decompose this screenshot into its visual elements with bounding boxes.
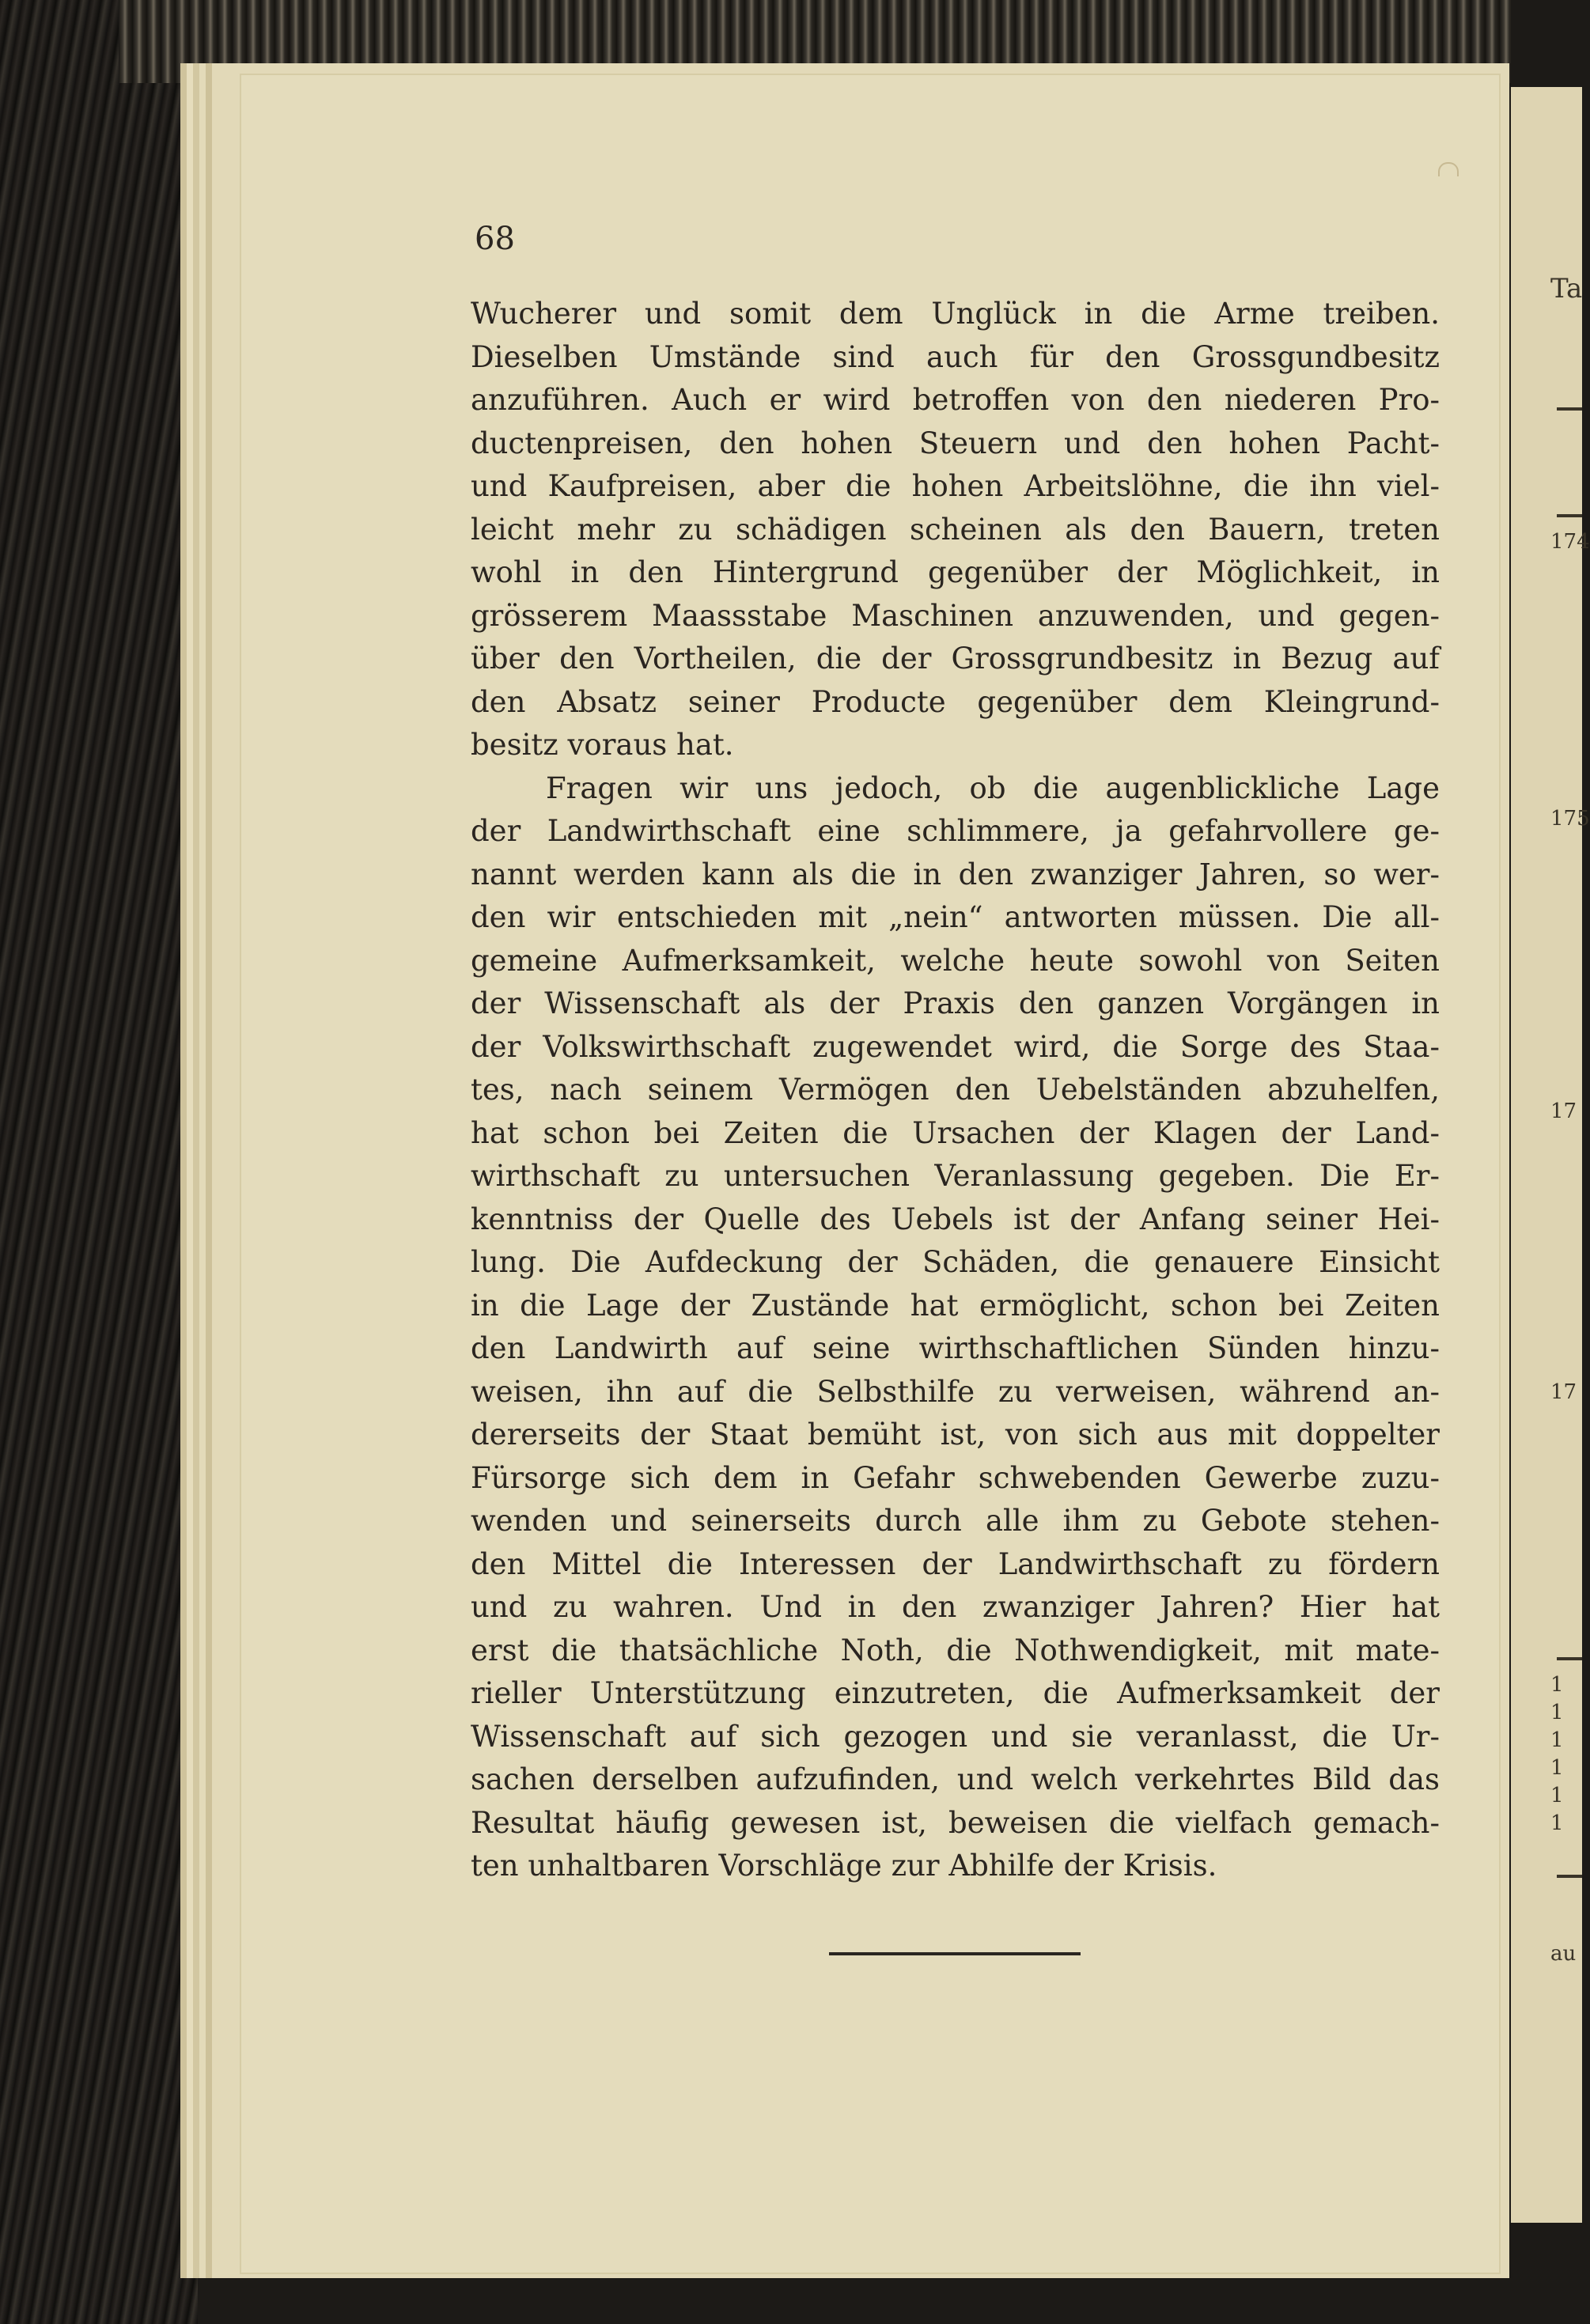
adjacent-page-fragment: au [1550, 1942, 1577, 1966]
page-corner-mark [1438, 162, 1459, 176]
adjacent-page-fragment: 1 [1550, 1756, 1564, 1780]
text-line: dererseits der Staat bemüht ist, von sich aus mit doppelter [471, 1417, 1440, 1452]
text-line: und zu wahren. Und in den zwanziger Jahren? Hier hat [471, 1590, 1440, 1624]
text-line: hat schon bei Zeiten die Ursachen der Klagen der Land- [471, 1115, 1440, 1150]
text-line: lung. Die Aufdeckung der Schäden, die genauere Einsicht [471, 1245, 1440, 1279]
text-line: rieller Unterstützung einzutreten, die Aufmerksamkeit der [471, 1676, 1440, 1710]
text-line: tes, nach seinem Vermögen den Uebelständen abzuhelfen, [471, 1073, 1440, 1107]
text-line: und Kaufpreisen, aber die hohen Arbeitslöhne, die ihn viel- [471, 469, 1440, 503]
text-line: ten unhaltbaren Vorschläge zur Abhilfe der Krisis. [471, 1849, 1217, 1883]
text-line: ductenpreisen, den hohen Steuern und den hohen Pacht- [471, 426, 1440, 460]
text-line: grösserem Maassstabe Maschinen anzuwenden, und gegen- [471, 598, 1440, 633]
page-text [471, 293, 1440, 1888]
book-binding-left [0, 0, 198, 2324]
text-line: über den Vortheilen, die der Grossgrundbesitz in Bezug auf [471, 642, 1440, 676]
paragraph-1 [471, 293, 1440, 767]
adjacent-page-fragment: 174 [1550, 530, 1590, 554]
text-line: der Volkswirthschaft zugewendet wird, die Sorge des Staa- [471, 1029, 1440, 1064]
text-line: leicht mehr zu schädigen scheinen als den Bauern, treten [471, 512, 1440, 547]
text-line: der Wissenschaft als der Praxis den ganzen Vorgängen in [471, 986, 1440, 1020]
text-line: Wissenschaft auf sich gezogen und sie veranlasst, die Ur- [471, 1719, 1440, 1754]
adjacent-page-rule [1557, 1657, 1582, 1660]
text-line: nannt werden kann als die in den zwanziger Jahren, so wer- [471, 857, 1440, 891]
text-line: anzuführen. Auch er wird betroffen von den niederen Pro- [471, 383, 1440, 417]
adjacent-page-rule [1557, 407, 1582, 411]
text-line: Resultat häufig gewesen ist, beweisen die vielfach gemach- [471, 1805, 1440, 1840]
adjacent-page-fragment: 175 [1550, 807, 1590, 831]
text-line: den Absatz seiner Producte gegenüber dem Kleingrund- [471, 684, 1440, 719]
adjacent-page-fragment: 1 [1550, 1701, 1564, 1724]
text-line: in die Lage der Zustände hat ermöglicht, schon bei Zeiten [471, 1288, 1440, 1323]
text-line: Dieselben Umstände sind auch für den Grossgundbesitz [471, 339, 1440, 374]
text-line: der Landwirthschaft eine schlimmere, ja gefahrvollere ge- [471, 814, 1440, 848]
paragraph-2 [471, 767, 1440, 1888]
page-number: 68 [475, 221, 515, 257]
adjacent-page-fragment: 1 [1550, 1728, 1564, 1752]
text-line: weisen, ihn auf die Selbsthilfe zu verweisen, während an- [471, 1374, 1440, 1409]
adjacent-page-fragment: 17 [1550, 1100, 1577, 1123]
text-line: den wir entschieden mit „nein“ antworten müssen. Die all- [471, 900, 1440, 934]
text-line: Fürsorge sich dem in Gefahr schwebenden Gewerbe zuzu- [471, 1460, 1440, 1495]
adjacent-page-fragment: 17 [1550, 1380, 1577, 1404]
text-line: wirthschaft zu untersuchen Veranlassung gegeben. Die Er- [471, 1159, 1440, 1193]
text-line: besitz voraus hat. [471, 728, 734, 762]
text-line: Fragen wir uns jedoch, ob die augenblickliche Lage [546, 770, 1440, 805]
text-line: Wucherer und somit dem Unglück in die Arme treiben. [471, 297, 1440, 331]
text-line: den Landwirth auf seine wirthschaftlichen Sünden hinzu- [471, 1331, 1440, 1365]
text-line: den Mittel die Interessen der Landwirthschaft zu fördern [471, 1546, 1440, 1581]
text-line: gemeine Aufmerksamkeit, welche heute sowohl von Seiten [471, 943, 1440, 978]
text-line: wohl in den Hintergrund gegenüber der Möglichkeit, in [471, 555, 1440, 589]
adjacent-page-fragment: 1 [1550, 1784, 1564, 1807]
adjacent-page-fragment: 1 [1550, 1673, 1564, 1697]
text-line: kenntniss der Quelle des Uebels ist der Anfang seiner Hei- [471, 1202, 1440, 1236]
text-line: wenden und seinerseits durch alle ihm zu Gebote stehen- [471, 1504, 1440, 1538]
adjacent-page-fragment: Ta [1550, 273, 1583, 305]
adjacent-page-edge [1511, 87, 1590, 2223]
text-line: erst die thatsächliche Noth, die Nothwendigkeit, mit mate- [471, 1633, 1440, 1667]
adjacent-page-rule [1557, 514, 1582, 517]
end-rule [829, 1952, 1081, 1955]
adjacent-page-fragment: 1 [1550, 1811, 1564, 1835]
text-line: sachen derselben aufzufinden, und welch verkehrtes Bild das [471, 1762, 1440, 1796]
adjacent-page-rule [1557, 1875, 1582, 1878]
